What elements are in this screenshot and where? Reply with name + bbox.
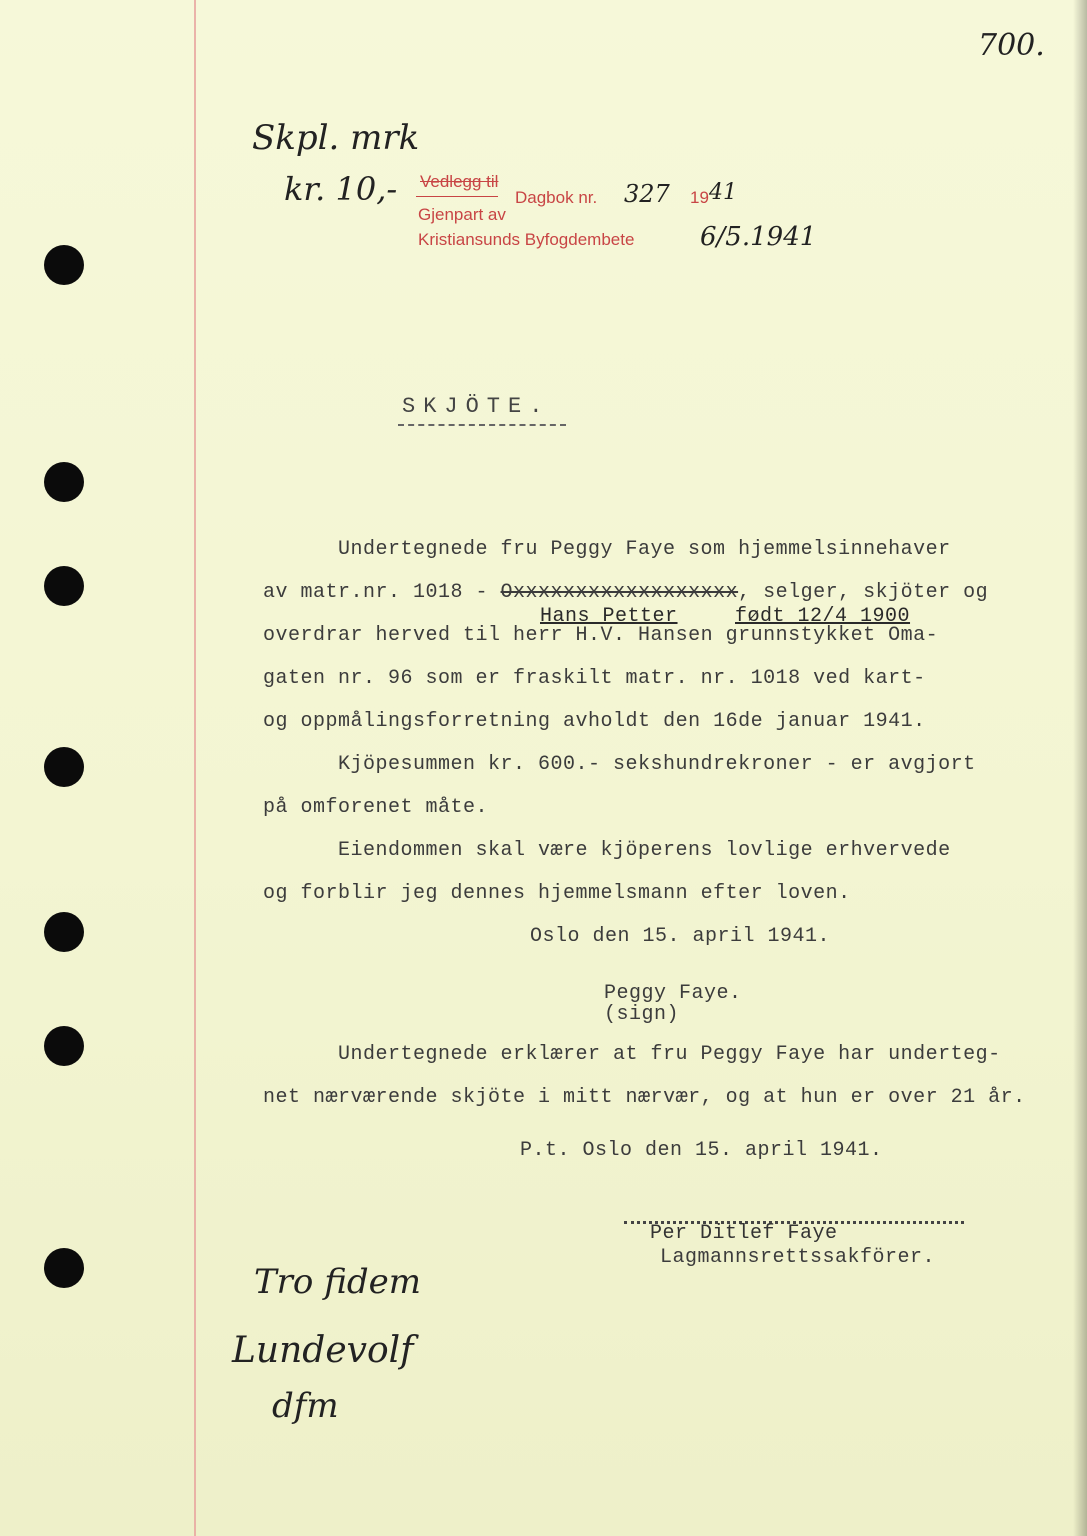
margin-rule [194,0,196,1536]
body-line-1: Undertegnede fru Peggy Faye som hjemmelsinnehaver [338,538,951,561]
punch-hole [44,566,84,606]
body-line-6: Kjöpesummen kr. 600.- sekshundrekroner - er avgjort [338,753,976,776]
body-line-9: og forblir jeg dennes hjemmelsmann efter loven. [263,882,851,905]
stamp-year-prefix: 19 [690,188,709,207]
stamp-divider [416,196,498,197]
signature-name: Peggy Faye. [604,982,742,1005]
witness-title: Lagmannsrettssakförer. [660,1246,936,1269]
signature-note: (sign) [604,1003,680,1026]
place-date-2: P.t. Oslo den 15. april 1941. [520,1139,883,1162]
body-line-4: gaten nr. 96 som er fraskilt matr. nr. 1018 ved kart- [263,667,926,690]
witness-name: Per Ditlef Faye [650,1222,838,1245]
stamp-date: 6/5.1941 [700,222,817,252]
body-line-3: overdrar herved til herr H.V. Hansen grunnstykket Oma- [263,624,939,647]
punch-hole [44,912,84,952]
body-line-2-end: , selger, skjöter og [738,581,989,604]
margin-note-fee: kr. 10,- [284,170,398,208]
stamp-office: Kristiansunds Byfogdembete [418,230,635,249]
body-line-10: Undertegnede erklærer at fru Peggy Faye har underteg- [338,1043,1001,1066]
stamp-gjenpart: Gjenpart av [418,205,506,224]
body-line-2-struck: Oxxxxxxxxxxxxxxxxxx [500,581,739,604]
inserted-name: Hans Petter [540,605,678,628]
punch-hole [44,1026,84,1066]
attestation-note: Tro fidem [254,1262,422,1302]
body-line-2 [263,581,988,604]
body-line-2-start: av matr.nr. 1018 - [263,581,501,604]
margin-note-mark: Skpl. mrk [252,118,420,158]
punch-hole [44,462,84,502]
body-line-11: net nærværende skjöte i mitt nærvær, og at hun er over 21 år. [263,1086,1026,1109]
body-line-7: på omforenet måte. [263,796,489,819]
body-line-8: Eiendommen skal være kjöperens lovlige erhvervede [338,839,951,862]
stamp-dagbok-label: Dagbok nr. [515,188,598,207]
stamp-dagbok-number: 327 [624,180,670,208]
punch-hole [44,747,84,787]
page-number: 700. [978,28,1045,63]
body-line-5: og oppmålingsforretning avholdt den 16de januar 1941. [263,710,926,733]
page-edge-shadow [1073,0,1087,1536]
place-date: Oslo den 15. april 1941. [530,925,831,948]
handwritten-initials: dfm [272,1386,339,1426]
punch-hole [44,1248,84,1288]
title-underline [398,424,566,426]
handwritten-signature: Lundevolf [232,1330,414,1371]
punch-hole [44,245,84,285]
inserted-birthdate: født 12/4 1900 [735,605,911,628]
stamp-year-suffix: 41 [709,180,737,205]
document-title: SKJÖTE. [402,394,551,419]
stamp-struck-text: Vedlegg til [420,172,499,191]
